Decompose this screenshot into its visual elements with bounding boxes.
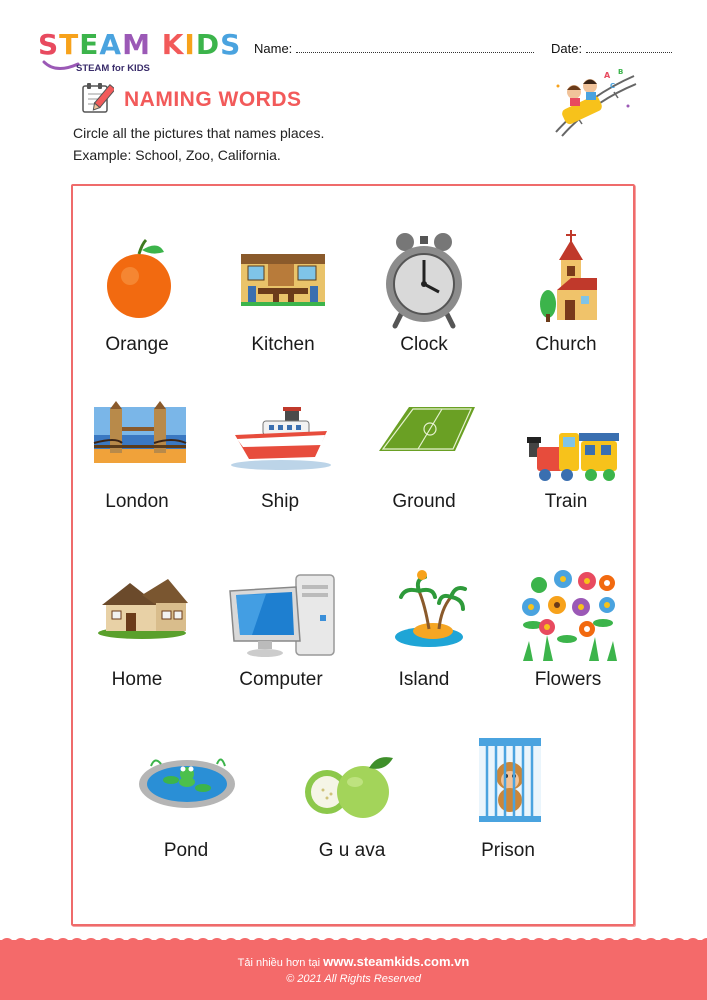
scallop <box>588 938 602 947</box>
prison-icon <box>443 736 573 836</box>
item-label: London <box>105 491 169 512</box>
item-label: Clock <box>400 334 448 355</box>
scallop <box>126 938 140 947</box>
picture-item-church[interactable] <box>501 230 631 356</box>
ship-icon <box>215 387 345 487</box>
notepad-pencil-icon <box>80 80 114 116</box>
item-label: G u ava <box>318 840 386 861</box>
scallop <box>98 938 112 947</box>
scallop <box>350 938 364 947</box>
picture-item-train[interactable] <box>501 387 631 513</box>
date-label: Date: <box>551 41 583 56</box>
scallop <box>70 938 84 947</box>
clock-icon <box>359 230 489 330</box>
picture-item-home[interactable] <box>72 565 202 691</box>
scallop <box>266 938 280 947</box>
item-label: Ship <box>260 491 300 512</box>
scallop <box>672 938 686 947</box>
picture-item-guava[interactable] <box>287 736 417 862</box>
logo-letter: S <box>220 28 242 61</box>
date-field[interactable] <box>551 41 672 56</box>
scallop <box>168 938 182 947</box>
footer-scallop-icon <box>0 933 707 947</box>
logo-letter: E <box>79 28 100 61</box>
scallop <box>56 938 70 947</box>
item-label: Train <box>544 491 588 512</box>
picture-item-computer[interactable] <box>216 565 346 691</box>
picture-item-prison[interactable] <box>443 736 573 862</box>
date-blank[interactable] <box>586 42 672 53</box>
logo-subtitle: STEAM for KIDS <box>76 63 150 74</box>
steam-kids-logo <box>38 28 242 75</box>
scallop <box>140 938 154 947</box>
item-label: Prison <box>481 840 535 861</box>
scallop <box>630 938 644 947</box>
item-label: Pond <box>163 840 209 861</box>
item-label: Orange <box>105 334 169 355</box>
logo-wordmark <box>38 28 242 61</box>
picture-item-london[interactable] <box>72 387 202 513</box>
scallop <box>308 938 322 947</box>
example-text: Example: School, Zoo, California. <box>73 147 281 163</box>
ground-icon <box>359 387 489 487</box>
logo-letter: S <box>38 28 60 61</box>
scallop <box>280 938 294 947</box>
scallop <box>658 938 672 947</box>
scallop <box>700 938 707 947</box>
scallop <box>42 938 56 947</box>
scallop <box>322 938 336 947</box>
scallop <box>0 938 14 947</box>
scallop <box>378 938 392 947</box>
scallop <box>518 938 532 947</box>
scallop <box>154 938 168 947</box>
logo-letter: M <box>122 28 151 61</box>
item-label: Kitchen <box>251 334 315 355</box>
item-label: Church <box>535 334 597 355</box>
scallop <box>476 938 490 947</box>
item-label: Ground <box>392 491 456 512</box>
item-label: Island <box>398 669 450 690</box>
pond-icon <box>121 736 251 836</box>
scallop <box>686 938 700 947</box>
scallop <box>112 938 126 947</box>
logo-letter: D <box>195 28 221 61</box>
scallop <box>420 938 434 947</box>
kitchen-icon <box>218 230 348 330</box>
picture-item-island[interactable] <box>359 565 489 691</box>
scallop <box>504 938 518 947</box>
scallop <box>616 938 630 947</box>
scallop <box>462 938 476 947</box>
london-icon <box>72 387 202 487</box>
logo-letter: T <box>59 28 80 61</box>
island-icon <box>359 565 489 665</box>
scallop <box>238 938 252 947</box>
computer-icon <box>216 565 346 665</box>
picture-item-ground[interactable] <box>359 387 489 513</box>
footer-prefix: Tải nhiều hơn tại <box>237 957 324 969</box>
picture-item-flowers[interactable] <box>503 565 633 691</box>
footer-copyright: © 2021 All Rights Reserved <box>286 973 421 985</box>
scallop <box>490 938 504 947</box>
scallop <box>546 938 560 947</box>
name-label: Name: <box>254 41 293 56</box>
picture-item-orange[interactable] <box>72 230 202 356</box>
scallop <box>294 938 308 947</box>
scallop <box>406 938 420 947</box>
orange-icon <box>72 230 202 330</box>
scallop <box>434 938 448 947</box>
scallop <box>28 938 42 947</box>
svg-text:B: B <box>618 68 624 76</box>
scallop <box>574 938 588 947</box>
scallop <box>84 938 98 947</box>
scallop <box>182 938 196 947</box>
logo-letter: K <box>161 28 185 61</box>
scallop <box>560 938 574 947</box>
guava-icon <box>287 736 417 836</box>
footer-site-link[interactable]: www.steamkids.com.vn <box>323 954 470 969</box>
scallop <box>644 938 658 947</box>
svg-text:C: C <box>610 82 616 90</box>
scallop <box>224 938 238 947</box>
home-icon <box>72 565 202 665</box>
train-icon <box>501 387 631 487</box>
svg-text:A: A <box>604 71 611 80</box>
name-blank[interactable] <box>296 42 534 53</box>
picture-item-clock[interactable] <box>359 230 489 356</box>
scallop <box>14 938 28 947</box>
kids-rollercoaster-icon <box>548 66 638 138</box>
worksheet-title: NAMING WORDS <box>124 88 302 111</box>
logo-letter <box>151 28 162 61</box>
picture-item-kitchen[interactable] <box>218 230 348 356</box>
item-label: Flowers <box>534 669 602 690</box>
footer-bar <box>0 940 707 1000</box>
picture-item-pond[interactable] <box>121 736 251 862</box>
scallop <box>364 938 378 947</box>
church-icon <box>501 230 631 330</box>
logo-letter: I <box>184 28 196 61</box>
item-label: Home <box>111 669 163 690</box>
footer-website <box>0 954 707 969</box>
flowers-icon <box>503 565 633 665</box>
scallop <box>532 938 546 947</box>
scallop <box>602 938 616 947</box>
scallop <box>196 938 210 947</box>
instruction-text: Circle all the pictures that names places. <box>73 125 325 141</box>
scallop <box>336 938 350 947</box>
logo-letter: A <box>99 28 123 61</box>
name-field[interactable] <box>254 41 534 56</box>
picture-item-ship[interactable] <box>215 387 345 513</box>
scallop <box>448 938 462 947</box>
scallop <box>392 938 406 947</box>
scallop <box>210 938 224 947</box>
scallop <box>252 938 266 947</box>
item-label: Computer <box>239 669 323 690</box>
